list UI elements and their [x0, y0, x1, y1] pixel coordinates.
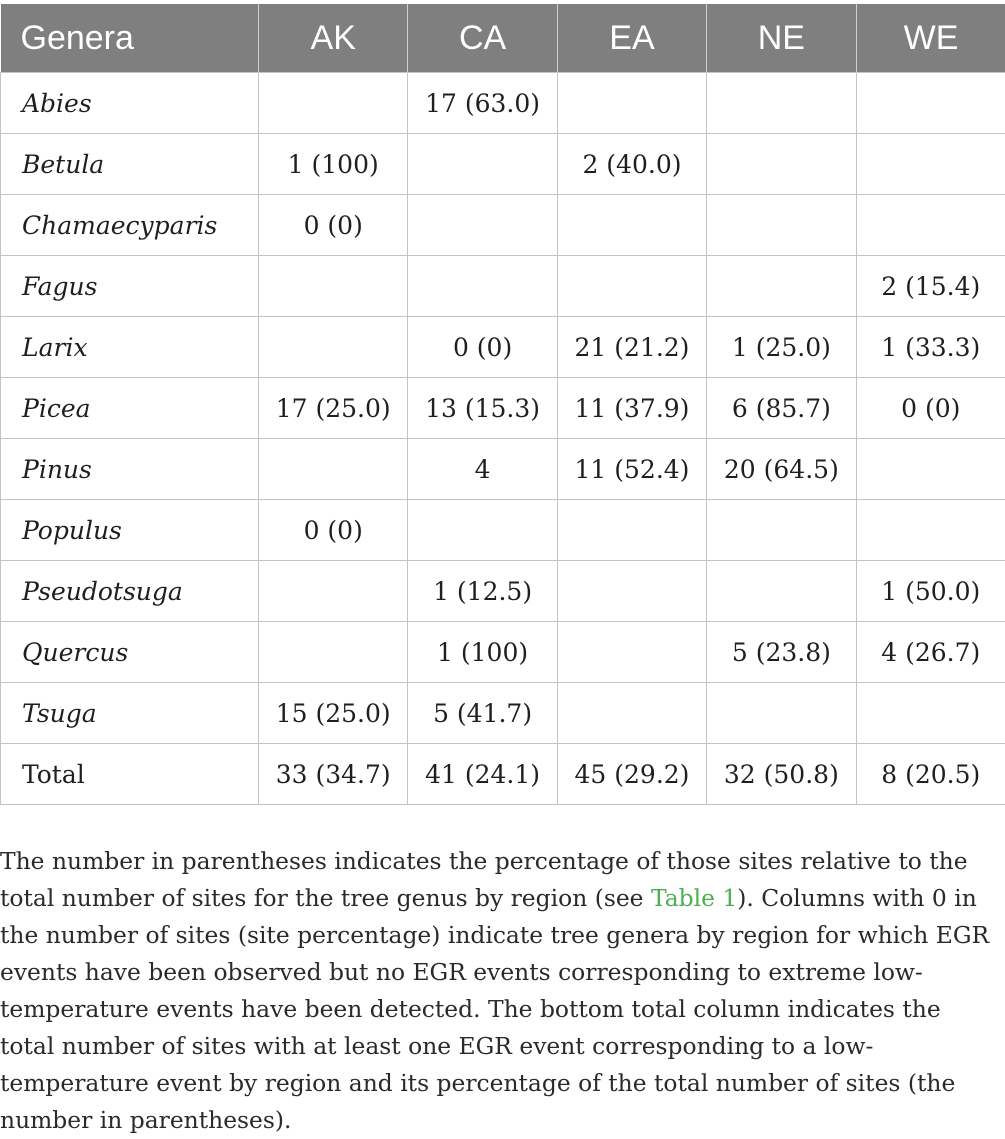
cell-ne: [707, 134, 856, 195]
data-table-container: [0, 4, 1005, 805]
cell-ca: 5 (41.7): [408, 683, 557, 744]
table-row: [1, 317, 1005, 378]
cell-ca: 0 (0): [408, 317, 557, 378]
table-header-row: [1, 4, 1005, 73]
cell-ne: [707, 561, 856, 622]
cell-ak: [259, 622, 408, 683]
cell-ne: 1 (25.0): [707, 317, 856, 378]
cell-we: [856, 683, 1005, 744]
cell-ak: 0 (0): [259, 500, 408, 561]
cell-ea: [557, 683, 706, 744]
cell-ak: [259, 256, 408, 317]
cell-ak: 0 (0): [259, 195, 408, 256]
cell-we: 1 (50.0): [856, 561, 1005, 622]
cell-ea: [557, 500, 706, 561]
header-genera: Genera: [1, 4, 259, 73]
header-ea: EA: [557, 4, 706, 73]
cell-ak: 1 (100): [259, 134, 408, 195]
cell-ca: 1 (12.5): [408, 561, 557, 622]
footnote-text-part1: The number in parentheses indicates the percentage of those sites relative to the total number of sites for the tree genus by region (see: [0, 847, 968, 912]
cell-ak: [259, 73, 408, 134]
cell-ea: [557, 622, 706, 683]
genus-cell: Total: [1, 744, 259, 805]
cell-ea: [557, 195, 706, 256]
cell-we: [856, 134, 1005, 195]
cell-we: [856, 439, 1005, 500]
footnote-text-part2: ). Columns with 0 in the number of sites (site percentage) indicate tree genera by region for which EGR events have been observed but no EGR events corresponding to extreme low-temperature events have been detected. The bottom total column indicates the total number of sites with at least one EGR event corresponding to a low-temperature event by region and its percentage of the total number of sites (the number in parentheses).: [0, 884, 989, 1134]
table-row: [1, 439, 1005, 500]
cell-ea: 21 (21.2): [557, 317, 706, 378]
table-row: [1, 683, 1005, 744]
cell-ne: 6 (85.7): [707, 378, 856, 439]
cell-ak: [259, 439, 408, 500]
cell-ea: 45 (29.2): [557, 744, 706, 805]
cell-ne: 32 (50.8): [707, 744, 856, 805]
table-row: [1, 134, 1005, 195]
cell-ea: [557, 561, 706, 622]
table-row: [1, 256, 1005, 317]
table-row: [1, 378, 1005, 439]
cell-ca: 41 (24.1): [408, 744, 557, 805]
table-row: [1, 195, 1005, 256]
cell-ak: [259, 561, 408, 622]
cell-we: [856, 73, 1005, 134]
cell-ea: 11 (37.9): [557, 378, 706, 439]
table-row: [1, 73, 1005, 134]
cell-ne: [707, 683, 856, 744]
genus-cell: Abies: [1, 73, 259, 134]
cell-ne: [707, 256, 856, 317]
cell-ca: 13 (15.3): [408, 378, 557, 439]
cell-ca: [408, 195, 557, 256]
genus-cell: Fagus: [1, 256, 259, 317]
header-ne: NE: [707, 4, 856, 73]
cell-we: 1 (33.3): [856, 317, 1005, 378]
cell-ca: [408, 134, 557, 195]
cell-ne: [707, 500, 856, 561]
cell-ca: 4: [408, 439, 557, 500]
header-ak: AK: [259, 4, 408, 73]
cell-ak: 33 (34.7): [259, 744, 408, 805]
header-we: WE: [856, 4, 1005, 73]
total-row: [1, 744, 1005, 805]
cell-ak: 15 (25.0): [259, 683, 408, 744]
genus-cell: Populus: [1, 500, 259, 561]
cell-we: 2 (15.4): [856, 256, 1005, 317]
cell-ea: 11 (52.4): [557, 439, 706, 500]
genus-cell: Pinus: [1, 439, 259, 500]
genus-cell: Picea: [1, 378, 259, 439]
genus-cell: Tsuga: [1, 683, 259, 744]
cell-ak: [259, 317, 408, 378]
cell-ne: 5 (23.8): [707, 622, 856, 683]
table-footnote: [0, 843, 1000, 1139]
cell-we: [856, 500, 1005, 561]
genus-cell: Chamaecyparis: [1, 195, 259, 256]
table-body: [1, 73, 1005, 805]
cell-ea: 2 (40.0): [557, 134, 706, 195]
table-row: [1, 561, 1005, 622]
genus-cell: Betula: [1, 134, 259, 195]
cell-ne: [707, 195, 856, 256]
cell-we: [856, 195, 1005, 256]
cell-ne: 20 (64.5): [707, 439, 856, 500]
genus-cell: Quercus: [1, 622, 259, 683]
cell-ca: [408, 500, 557, 561]
cell-ne: [707, 73, 856, 134]
cell-we: 8 (20.5): [856, 744, 1005, 805]
genus-cell: Larix: [1, 317, 259, 378]
table-row: [1, 622, 1005, 683]
cell-ca: 17 (63.0): [408, 73, 557, 134]
cell-ca: [408, 256, 557, 317]
egr-sites-table: [0, 4, 1005, 805]
cell-ak: 17 (25.0): [259, 378, 408, 439]
table-row: [1, 500, 1005, 561]
table-1-link[interactable]: Table 1: [651, 884, 737, 912]
cell-we: 0 (0): [856, 378, 1005, 439]
cell-ca: 1 (100): [408, 622, 557, 683]
cell-ea: [557, 73, 706, 134]
cell-ea: [557, 256, 706, 317]
cell-we: 4 (26.7): [856, 622, 1005, 683]
genus-cell: Pseudotsuga: [1, 561, 259, 622]
header-ca: CA: [408, 4, 557, 73]
